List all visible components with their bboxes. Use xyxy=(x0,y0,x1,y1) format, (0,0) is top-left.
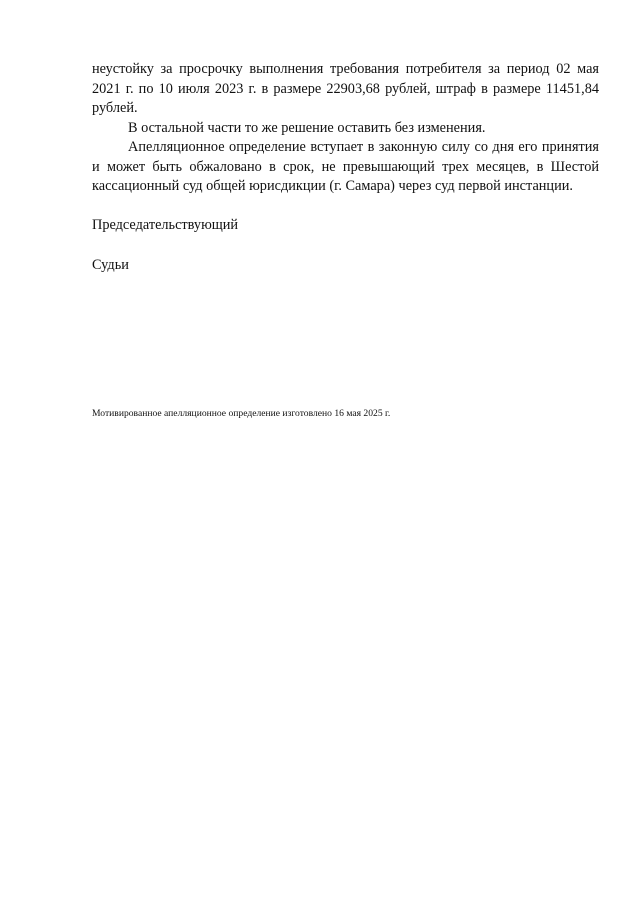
reasoned-ruling-date-note: Мотивированное апелляционное определение изготовлено 16 мая 2025 г. xyxy=(92,408,391,419)
ruling-paragraph-unchanged: В остальной части то же решение оставить без изменения. xyxy=(128,119,486,136)
ruling-paragraph-penalty: неустойку за просрочку выполнения требования потребителя за период 02 мая 2021 г. по 10 июля 2023 г. в размере 22903,68 рублей, штраф в размере 11451,84 рублей. xyxy=(92,61,599,116)
signature-chair-label: Председательствующий xyxy=(92,217,239,233)
signature-judges-label: Судьи xyxy=(92,257,129,273)
ruling-paragraph-appeal: Апелляционное определение вступает в законную силу со дня его принятия и может быть обжаловано в срок, не превышающий трех месяцев, в Шестой кассационный суд общей юрисдикции (г. Самара) через суд первой инстанции. xyxy=(92,139,599,194)
ruling-text xyxy=(92,60,599,197)
